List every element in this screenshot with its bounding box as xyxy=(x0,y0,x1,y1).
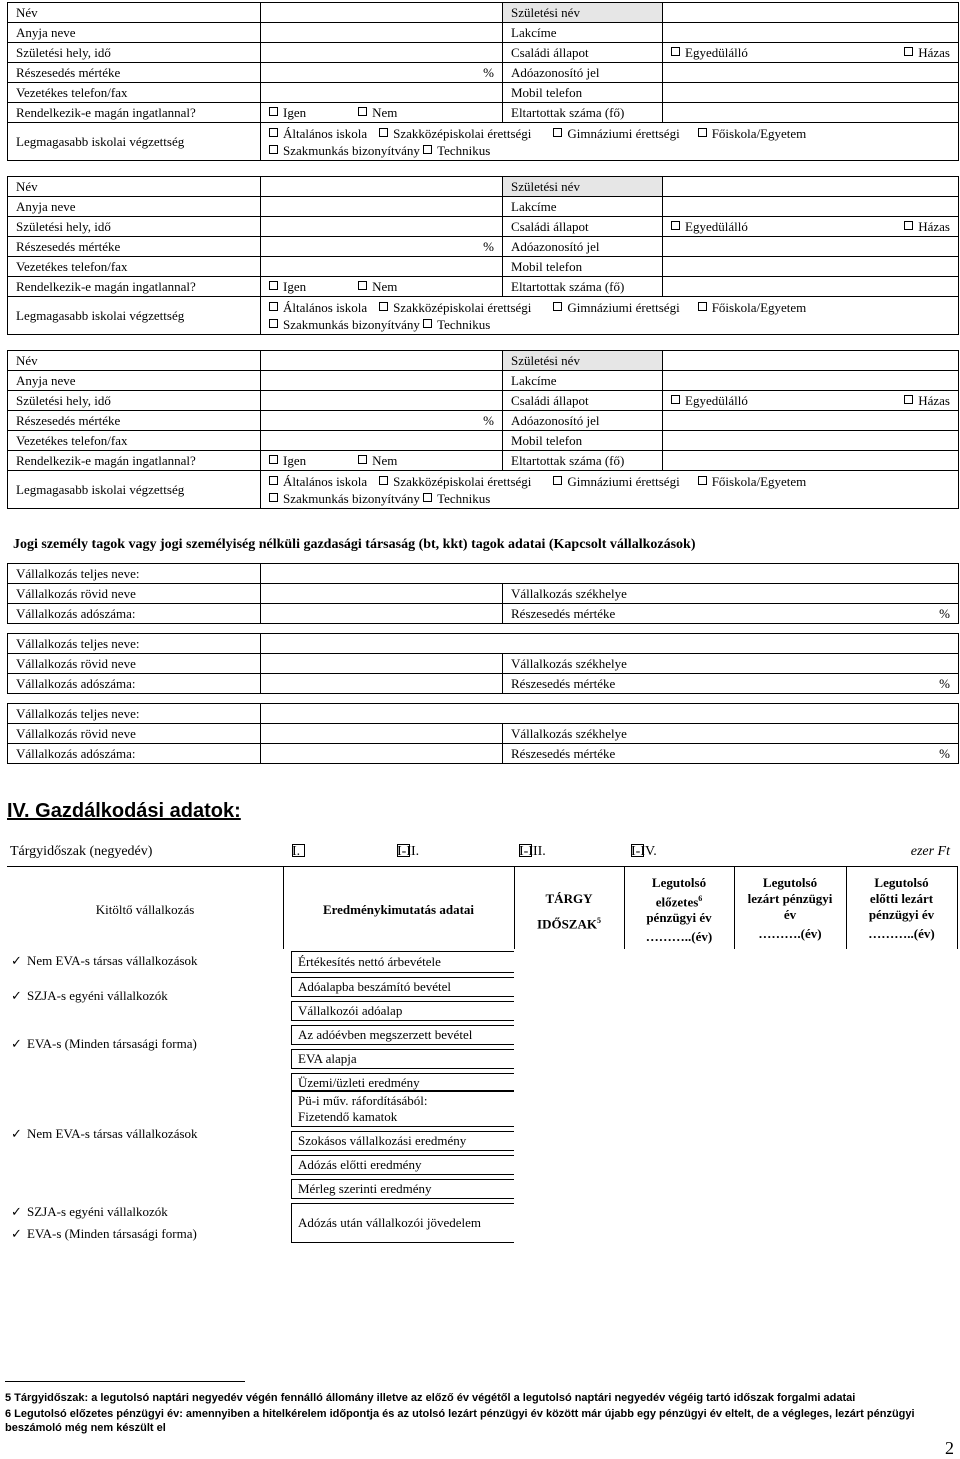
marital-options[interactable]: Egyedülálló Házas xyxy=(663,43,959,63)
checkbox-edu-skilled[interactable] xyxy=(269,319,278,328)
field-taxid[interactable] xyxy=(663,411,959,431)
label-phone: Vezetékes telefon/fax xyxy=(8,257,261,277)
field-name[interactable] xyxy=(261,177,503,197)
checkbox-no[interactable] xyxy=(358,281,367,290)
income-item: Adóalapba beszámító bevétel xyxy=(291,977,514,997)
label-mother: Anyja neve xyxy=(8,23,261,43)
label-firm-full-name: Vállalkozás teljes neve: xyxy=(8,564,261,584)
field-phone[interactable] xyxy=(261,83,503,103)
label-education: Legmagasabb iskolai végzettség xyxy=(8,471,261,509)
list-item: ✓ SZJA-s egyéni vállalkozók xyxy=(11,988,168,1003)
field-firm-tax[interactable] xyxy=(261,674,503,694)
field-firm-full-name[interactable] xyxy=(261,704,959,724)
field-mobile[interactable] xyxy=(663,431,959,451)
label-address: Lakcíme xyxy=(503,23,663,43)
person-block-2 xyxy=(7,176,959,335)
field-mother[interactable] xyxy=(261,23,503,43)
income-item: Vállalkozói adóalap xyxy=(291,1001,514,1021)
label-mobile: Mobil telefon xyxy=(503,83,663,103)
label-name: Név xyxy=(8,351,261,371)
label-mobile: Mobil telefon xyxy=(503,431,663,451)
firm-share-cell[interactable]: Részesedés mértéke % xyxy=(503,744,959,764)
field-firm-short-name[interactable] xyxy=(261,724,503,744)
footnote-6-cont: beszámoló még nem készült el xyxy=(5,1422,166,1434)
label-mother: Anyja neve xyxy=(8,197,261,217)
list-item: ✓ EVA-s (Minden társasági forma) xyxy=(11,1226,197,1241)
firm-share-cell[interactable]: Részesedés mértéke % xyxy=(503,674,959,694)
field-phone[interactable] xyxy=(261,257,503,277)
income-item: Szokásos vállalkozási eredmény xyxy=(291,1131,514,1151)
label-firm-seat: Vállalkozás székhelye xyxy=(503,654,959,674)
label-name: Név xyxy=(8,177,261,197)
label-firm-short-name: Vállalkozás rövid neve xyxy=(8,584,261,604)
list-item: ✓ EVA-s (Minden társasági forma) xyxy=(11,1036,197,1051)
footnote-separator xyxy=(5,1381,245,1382)
checkmark-icon: ✓ xyxy=(11,953,22,968)
checkmark-icon: ✓ xyxy=(11,1204,22,1219)
label-dependents: Eltartottak száma (fő) xyxy=(503,103,663,123)
checkbox-edu-univ[interactable] xyxy=(698,476,707,485)
checkbox-edu-tech[interactable] xyxy=(423,145,432,154)
label-education: Legmagasabb iskolai végzettség xyxy=(8,297,261,335)
income-item: Az adóévben megszerzett bevétel xyxy=(291,1025,514,1045)
label-mobile: Mobil telefon xyxy=(503,257,663,277)
header-prior-closed: Legutolsó előtti lezárt pénzügyi év ………..(év) xyxy=(868,875,935,941)
checkmark-icon: ✓ xyxy=(11,988,22,1003)
field-birth-name[interactable] xyxy=(663,351,959,371)
income-item: Üzemi/üzleti eredmény xyxy=(291,1073,514,1091)
header-target-period: TÁRGY IDŐSZAK$^5$ xyxy=(537,891,601,932)
checkbox-yes[interactable] xyxy=(269,281,278,290)
field-dependents[interactable] xyxy=(663,451,959,471)
label-firm-seat: Vállalkozás székhelye xyxy=(503,724,959,744)
label-firm-tax: Vállalkozás adószáma: xyxy=(8,744,261,764)
footnote-5: 5 Tárgyidőszak: a legutolsó naptári negyedév végén fennálló állomány illetve az előző év végétől a legutolsó naptári negyedév végéig tartó időszak forgalmi adatai xyxy=(5,1392,856,1404)
checkbox-married[interactable] xyxy=(904,221,913,230)
label-firm-seat: Vállalkozás székhelye xyxy=(503,584,959,604)
checkbox-edu-tech[interactable] xyxy=(423,319,432,328)
income-item: Adózás előtti eredmény xyxy=(291,1155,514,1175)
field-dependents[interactable] xyxy=(663,277,959,297)
label-mother: Anyja neve xyxy=(8,371,261,391)
list-item: ✓ SZJA-s egyéni vállalkozók xyxy=(11,1204,168,1219)
field-taxid[interactable] xyxy=(663,63,959,83)
property-options[interactable]: Igen Nem xyxy=(261,103,503,123)
label-property: Rendelkezik-e magán ingatlannal? xyxy=(8,103,261,123)
label-marital: Családi állapot xyxy=(503,43,663,63)
financial-table xyxy=(7,866,958,1253)
label-birth-name: Születési név xyxy=(503,3,663,23)
field-name[interactable] xyxy=(261,351,503,371)
section-title: IV. Gazdálkodási adatok: xyxy=(7,800,241,822)
list-item: ✓ Nem EVA-s társas vállalkozások xyxy=(11,1126,198,1141)
firm-block-2 xyxy=(7,633,959,694)
label-birth-name: Születési név xyxy=(503,177,663,197)
field-mother[interactable] xyxy=(261,371,503,391)
label-phone: Vezetékes telefon/fax xyxy=(8,83,261,103)
field-share[interactable]: % xyxy=(261,63,503,83)
field-birthplace[interactable] xyxy=(261,217,503,237)
checkbox-yes[interactable] xyxy=(269,455,278,464)
checkbox-edu-voc-sec[interactable] xyxy=(379,476,388,485)
label-dependents: Eltartottak száma (fő) xyxy=(503,451,663,471)
checkbox-edu-primary[interactable] xyxy=(269,476,278,485)
education-options[interactable]: Általános iskola Szakközépiskolai érettségi Gimnáziumi érettségi Főiskola/Egyetem Szakmunkás bizonyítvány Technikus xyxy=(261,123,959,161)
income-item: Adózás után vállalkozói jövedelem xyxy=(291,1203,514,1243)
firm-share-cell[interactable]: Részesedés mértéke % xyxy=(503,604,959,624)
label-birth-name: Születési név xyxy=(503,351,663,371)
checkbox-edu-univ[interactable] xyxy=(698,302,707,311)
checkbox-married[interactable] xyxy=(904,395,913,404)
label-property: Rendelkezik-e magán ingatlannal? xyxy=(8,277,261,297)
checkbox-edu-gym[interactable] xyxy=(553,476,562,485)
label-birthplace: Születési hely, idő xyxy=(8,43,261,63)
checkbox-yes[interactable] xyxy=(269,107,278,116)
income-item: EVA alapja xyxy=(291,1049,514,1069)
field-firm-short-name[interactable] xyxy=(261,654,503,674)
property-options[interactable]: Igen Nem xyxy=(261,451,503,471)
label-dependents: Eltartottak száma (fő) xyxy=(503,277,663,297)
label-birthplace: Születési hely, idő xyxy=(8,217,261,237)
marital-options[interactable]: Egyedülálló Házas xyxy=(663,217,959,237)
field-address[interactable] xyxy=(663,371,959,391)
checkbox-edu-skilled[interactable] xyxy=(269,493,278,502)
field-dependents[interactable] xyxy=(663,103,959,123)
field-firm-tax[interactable] xyxy=(261,744,503,764)
label-share: Részesedés mértéke xyxy=(8,411,261,431)
label-taxid: Adóazonosító jel xyxy=(503,63,663,83)
field-mother[interactable] xyxy=(261,197,503,217)
field-mobile[interactable] xyxy=(663,83,959,103)
checkbox-edu-voc-sec[interactable] xyxy=(379,128,388,137)
checkbox-edu-gym[interactable] xyxy=(553,302,562,311)
field-firm-tax[interactable] xyxy=(261,604,503,624)
checkbox-edu-gym[interactable] xyxy=(553,128,562,137)
checkbox-no[interactable] xyxy=(358,107,367,116)
field-firm-full-name[interactable] xyxy=(261,634,959,654)
footnote-6: 6 Legutolsó előzetes pénzügyi év: amennyiben a hitelkérelem időpontja és az utolsó lezárt pénzügyi év között már újabb egy pénzügyi év eltelt, de a végleges, lezárt pénzügyi xyxy=(5,1408,915,1420)
period-label: Tárgyidőszak (negyedév) xyxy=(10,844,153,859)
field-birth-name[interactable] xyxy=(663,177,959,197)
page-number: 2 xyxy=(945,1438,954,1458)
label-share: Részesedés mértéke xyxy=(8,237,261,257)
checkbox-no[interactable] xyxy=(358,455,367,464)
checkmark-icon: ✓ xyxy=(11,1226,22,1241)
checkbox-edu-skilled[interactable] xyxy=(269,145,278,154)
marital-options[interactable]: Egyedülálló Házas xyxy=(663,391,959,411)
field-phone[interactable] xyxy=(261,431,503,451)
income-item: Értékesítés nettó árbevétele xyxy=(291,951,514,973)
firms-heading: Jogi személy tagok vagy jogi személyiség nélküli gazdasági társaság (bt, kkt) tagok adatai (Kapcsolt vállalkozások) xyxy=(13,537,696,552)
label-marital: Családi állapot xyxy=(503,391,663,411)
label-property: Rendelkezik-e magán ingatlannal? xyxy=(8,451,261,471)
label-marital: Családi állapot xyxy=(503,217,663,237)
label-firm-full-name: Vállalkozás teljes neve: xyxy=(8,634,261,654)
label-education: Legmagasabb iskolai végzettség xyxy=(8,123,261,161)
income-item: Mérleg szerinti eredmény xyxy=(291,1179,514,1199)
field-birth-name[interactable] xyxy=(663,3,959,23)
income-item: Pü-i műv. ráfordításából: Fizetendő kamatok xyxy=(291,1091,514,1127)
list-item: ✓ Nem EVA-s társas vállalkozások xyxy=(11,953,198,968)
label-firm-tax: Vállalkozás adószáma: xyxy=(8,674,261,694)
checkbox-married[interactable] xyxy=(904,47,913,56)
field-name[interactable] xyxy=(261,3,503,23)
field-birthplace[interactable] xyxy=(261,391,503,411)
person-block-3 xyxy=(7,350,959,509)
header-last-closed: Legutolsó lezárt pénzügyi év ……….(év) xyxy=(747,875,833,941)
field-address[interactable] xyxy=(663,197,959,217)
checkmark-icon: ✓ xyxy=(11,1126,22,1141)
header-last-preliminary: Legutolsó előzetes$^6$ pénzügyi év ………..(év) xyxy=(645,875,713,945)
period-unit: ezer Ft xyxy=(910,844,950,859)
header-filler-company: Kitöltő vállalkozás xyxy=(95,902,195,917)
field-address[interactable] xyxy=(663,23,959,43)
label-firm-full-name: Vállalkozás teljes neve: xyxy=(8,704,261,724)
checkbox-edu-voc-sec[interactable] xyxy=(379,302,388,311)
checkbox-edu-primary[interactable] xyxy=(269,128,278,137)
label-address: Lakcíme xyxy=(503,197,663,217)
label-firm-tax: Vállalkozás adószáma: xyxy=(8,604,261,624)
checkbox-single[interactable] xyxy=(671,221,680,230)
label-address: Lakcíme xyxy=(503,371,663,391)
checkbox-single[interactable] xyxy=(671,47,680,56)
label-birthplace: Születési hely, idő xyxy=(8,391,261,411)
checkbox-edu-primary[interactable] xyxy=(269,302,278,311)
label-name: Név xyxy=(8,3,261,23)
field-mobile[interactable] xyxy=(663,257,959,277)
checkbox-single[interactable] xyxy=(671,395,680,404)
label-firm-short-name: Vállalkozás rövid neve xyxy=(8,654,261,674)
checkbox-edu-univ[interactable] xyxy=(698,128,707,137)
field-firm-full-name[interactable] xyxy=(261,564,959,584)
label-firm-short-name: Vállalkozás rövid neve xyxy=(8,724,261,744)
label-taxid: Adóazonosító jel xyxy=(503,237,663,257)
field-firm-short-name[interactable] xyxy=(261,584,503,604)
checkmark-icon: ✓ xyxy=(11,1036,22,1051)
person-block-1 xyxy=(7,2,959,161)
checkbox-edu-tech[interactable] xyxy=(423,493,432,502)
field-share[interactable]: % xyxy=(261,237,503,257)
header-income-data: Eredménykimutatás adatai xyxy=(322,902,475,917)
label-share: Részesedés mértéke xyxy=(8,63,261,83)
property-options[interactable]: Igen Nem xyxy=(261,277,503,297)
field-birthplace[interactable] xyxy=(261,43,503,63)
firm-block-1 xyxy=(7,563,959,624)
label-taxid: Adóazonosító jel xyxy=(503,411,663,431)
field-taxid[interactable] xyxy=(663,237,959,257)
education-options[interactable]: Általános iskola Szakközépiskolai érettségi Gimnáziumi érettségi Főiskola/Egyetem Szakmunkás bizonyítvány Technikus xyxy=(261,471,959,509)
education-options[interactable]: Általános iskola Szakközépiskolai érettségi Gimnáziumi érettségi Főiskola/Egyetem Szakmunkás bizonyítvány Technikus xyxy=(261,297,959,335)
label-phone: Vezetékes telefon/fax xyxy=(8,431,261,451)
field-share[interactable]: % xyxy=(261,411,503,431)
firm-block-3 xyxy=(7,703,959,764)
